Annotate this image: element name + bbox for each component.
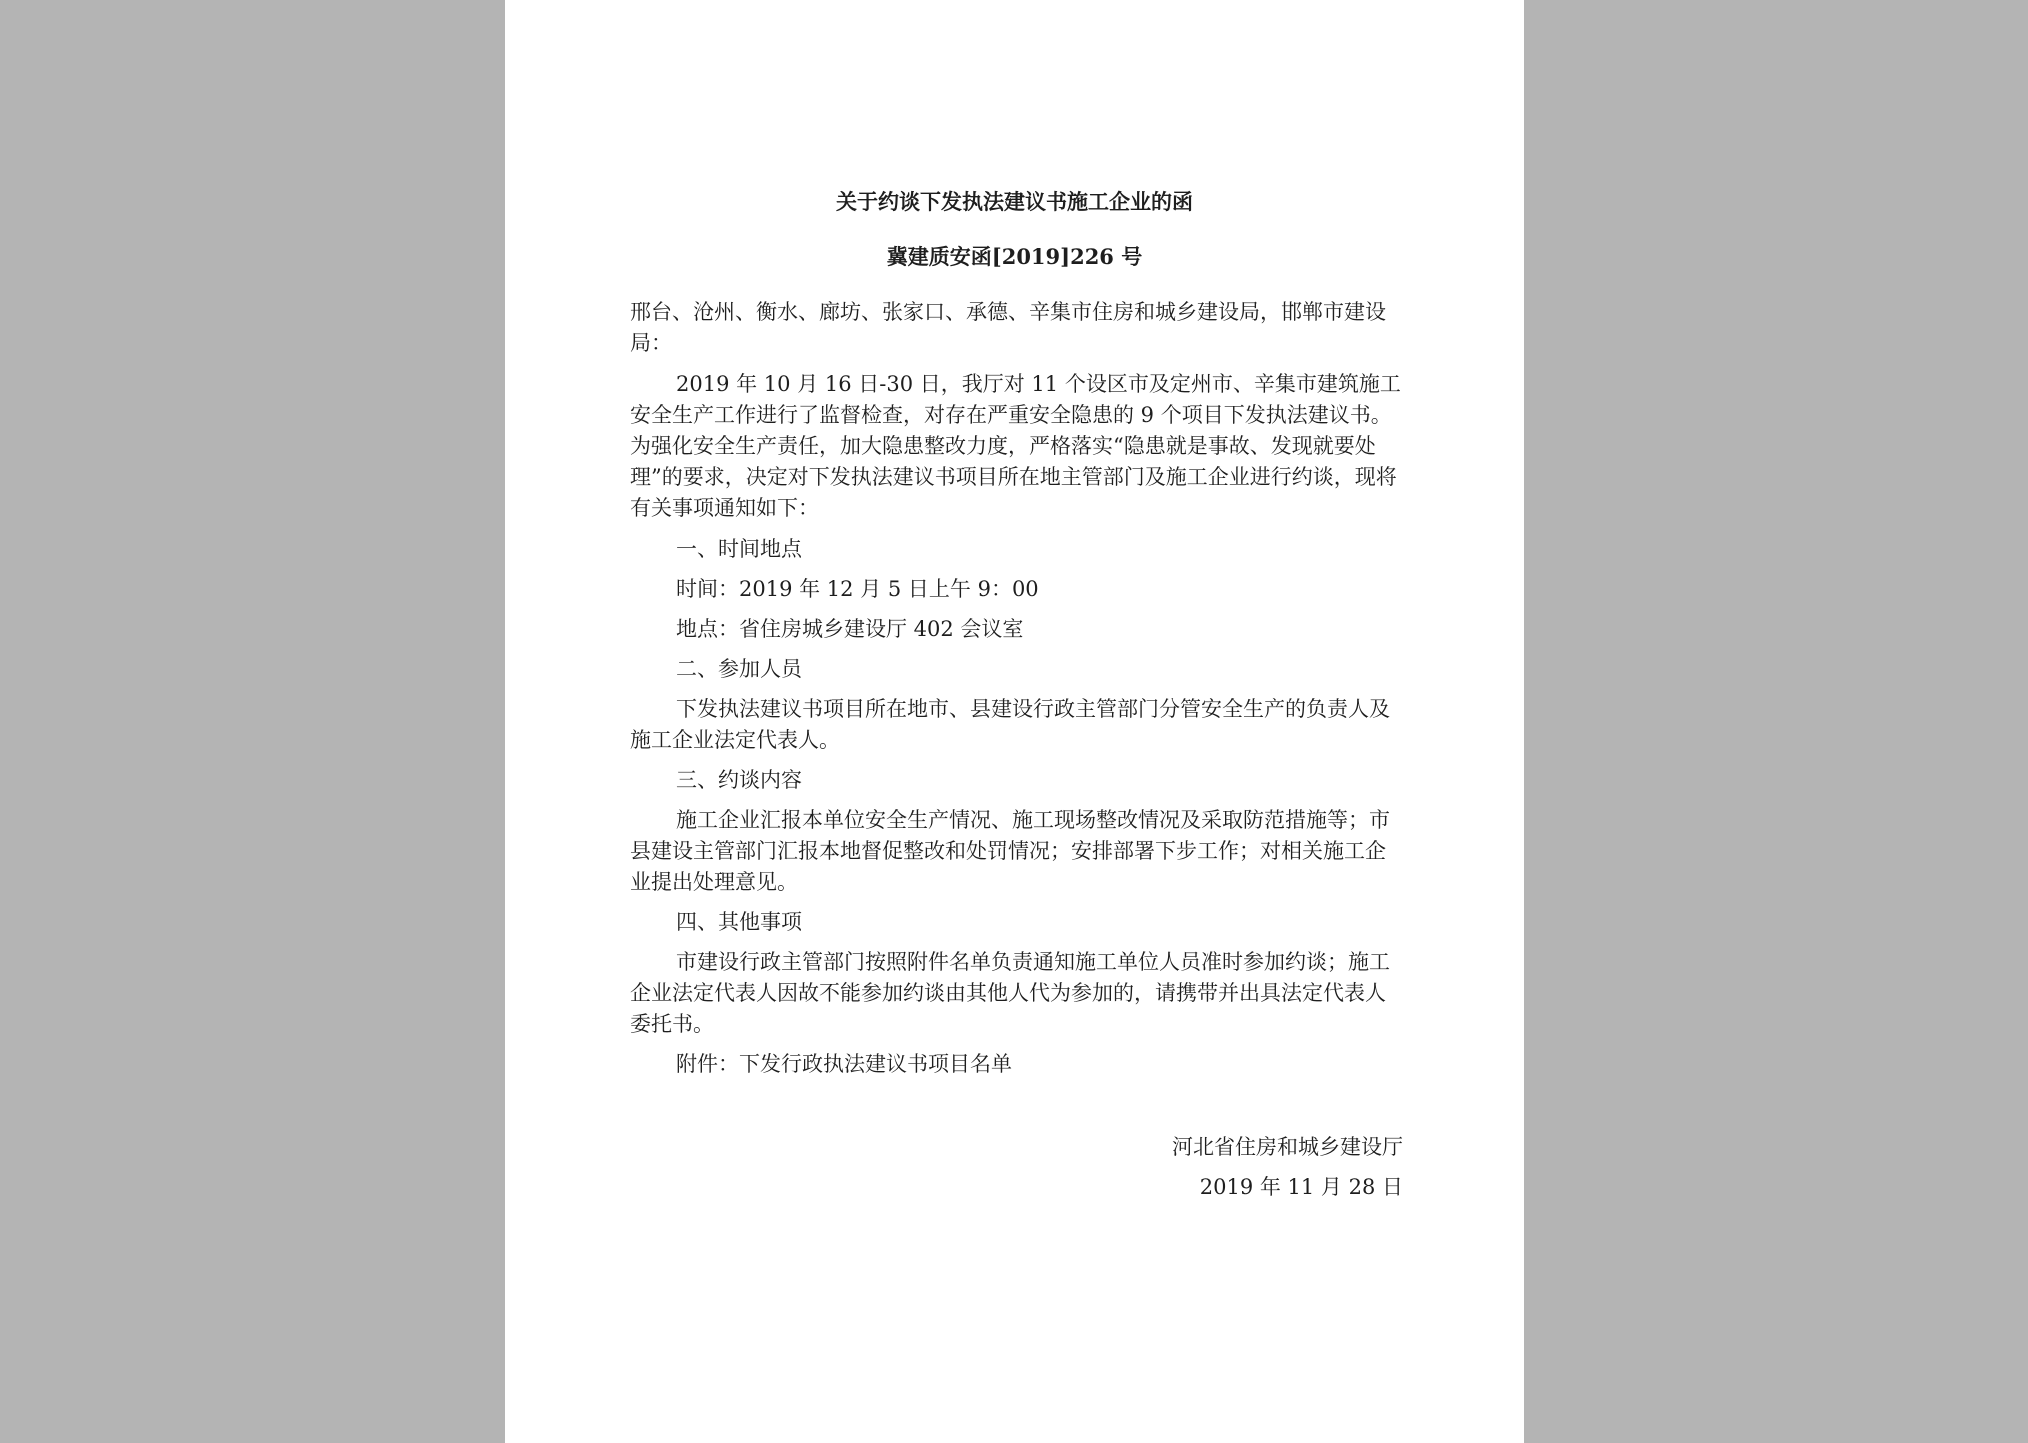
section1-place: 地点：省住房城乡建设厅 402 会议室 <box>676 617 1024 641</box>
section4-heading: 四、其他事项 <box>676 910 802 934</box>
section3-body: 施工企业汇报本单位安全生产情况、施工现场整改情况及采取防范措施等；市县建设主管部门汇报本地督促整改和处罚情况；安排部署下步工作；对相关施工企业提出处理意见。 <box>630 808 1390 894</box>
attachment-note: 附件：下发行政执法建议书项目名单 <box>676 1052 1012 1076</box>
section3-heading: 三、约谈内容 <box>676 768 802 792</box>
document-title: 关于约谈下发执法建议书施工企业的函 <box>836 189 1193 214</box>
section4-body: 市建设行政主管部门按照附件名单负责通知施工单位人员准时参加约谈；施工企业法定代表人因故不能参加约谈由其他人代为参加的，请携带并出具法定代表人委托书。 <box>630 950 1390 1036</box>
recipients: 邢台、沧州、衡水、廊坊、张家口、承德、辛集市住房和城乡建设局，邯郸市建设局： <box>630 300 1386 355</box>
section2-body: 下发执法建议书项目所在地市、县建设行政主管部门分管安全生产的负责人及施工企业法定代表人。 <box>630 697 1390 752</box>
intro-paragraph: 2019 年 10 月 16 日-30 日，我厅对 11 个设区市及定州市、辛集市建筑施工安全生产工作进行了监督检查，对存在严重安全隐患的 9 个项目下发执法建议书。为强化安全生产责任，加大隐患整改力度，严格落实“隐患就是事故、发现就要处理”的要求，决定对下发执法建议书项目所在地主管部门及施工企业进行约谈，现将有关事项通知如下： <box>630 372 1401 520</box>
document-page <box>505 0 1524 1443</box>
signature-org: 河北省住房和城乡建设厅 <box>1172 1135 1403 1159</box>
section1-time: 时间：2019 年 12 月 5 日上午 9：00 <box>676 577 1039 601</box>
document-body <box>630 297 1405 1080</box>
section2-heading: 二、参加人员 <box>676 657 802 681</box>
signature-date: 2019 年 11 月 28 日 <box>1199 1175 1403 1199</box>
document-number: 冀建质安函[2019]226 号 <box>886 244 1143 269</box>
section1-heading: 一、时间地点 <box>676 537 802 561</box>
